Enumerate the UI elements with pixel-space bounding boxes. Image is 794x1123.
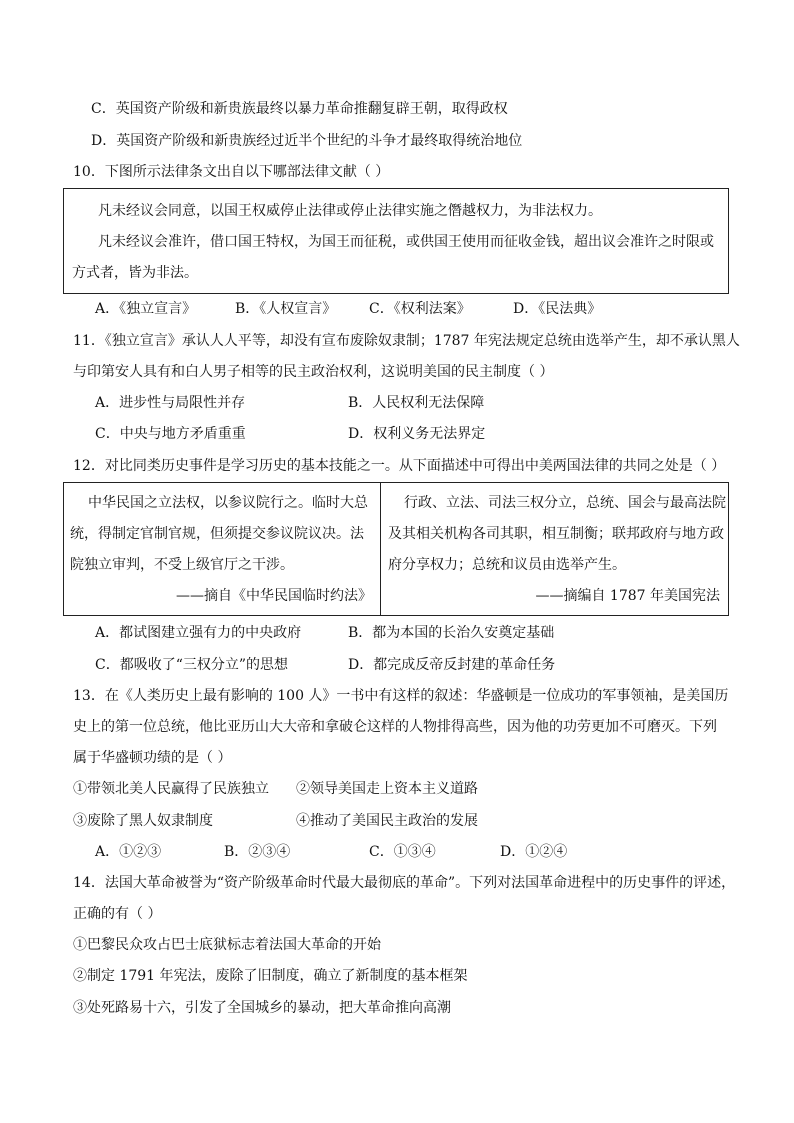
q12-right-line-1: 行政、立法、司法三权分立，总统、国会与最高法院: [404, 495, 726, 511]
q12-left-source: ——摘自《中华民国临时约法》: [176, 588, 372, 604]
q9-option-c: C．英国资产阶级和新贵族最终以暴力革命推翻复辟王朝，取得政权: [91, 101, 508, 117]
q14-stem-line-1: 14．法国大革命被誉为“资产阶级革命时代最大最彻底的革命”。下列对法国革命进程中的历史事件的评述，: [73, 875, 736, 891]
q13-item-3: ③废除了黑人奴隶制度: [73, 813, 213, 829]
q10-option-c: C．《权利法案》: [369, 301, 471, 317]
q11-stem-line-2: 与印第安人具有和白人男子相等的民主政治权利，这说明美国的民主制度（ ）: [73, 364, 554, 380]
q11-option-a: A．进步性与局限性并存: [95, 395, 246, 411]
q9-option-d: D．英国资产阶级和新贵族经过近半个世纪的斗争才最终取得统治地位: [91, 133, 523, 149]
q13-stem-line-3: 属于华盛顿功绩的是（ ）: [73, 750, 232, 766]
q14-item-1: ①巴黎民众攻占巴士底狱标志着法国大革命的开始: [73, 937, 381, 953]
q10-quote-line-1: 凡未经议会同意，以国王权威停止法律或停止法律实施之僭越权力，为非法权力。: [98, 203, 602, 219]
q12-option-a: A．都试图建立强有力的中央政府: [95, 625, 302, 641]
q12-right-line-3: 府分享权力；总统和议员由选举产生。: [388, 557, 626, 573]
q10-stem: 10．下图所示法律条文出自以下哪部法律文献（ ）: [73, 164, 390, 180]
q10-quote-line-3: 方式者，皆为非法。: [72, 265, 198, 281]
q12-left-line-3: 院独立审判，不受上级官厅之干涉。: [70, 557, 294, 573]
q13-option-b: B．②③④: [224, 844, 291, 860]
q12-right-source: ——摘编自 1787 年美国宪法: [535, 588, 720, 604]
q13-option-c: C．①③④: [369, 844, 436, 860]
q11-option-c: C．中央与地方矛盾重重: [95, 426, 246, 442]
q13-item-4: ④推动了美国民主政治的发展: [296, 813, 478, 829]
q11-option-b: B．人民权利无法保障: [348, 395, 485, 411]
q13-stem-line-2: 史上的第一位总统，他比亚历山大大帝和拿破仑这样的人物排得高些，因为他的功劳更加不可磨灭。下列: [73, 719, 717, 735]
q12-table-divider: [380, 483, 381, 615]
q11-option-d: D．权利义务无法界定: [348, 426, 486, 442]
q14-item-2: ②制定 1791 年宪法，废除了旧制度，确立了新制度的基本框架: [73, 968, 468, 984]
q12-option-c: C．都吸收了“三权分立”的思想: [95, 657, 289, 673]
q14-item-3: ③处死路易十六，引发了全国城乡的暴动，把大革命推向高潮: [73, 1000, 451, 1016]
q12-option-b: B．都为本国的长治久安奠定基础: [348, 625, 555, 641]
q12-stem: 12．对比同类历史事件是学习历史的基本技能之一。从下面描述中可得出中美两国法律的共同之处是（ ）: [73, 458, 726, 474]
q14-stem-line-2: 正确的有（ ）: [73, 906, 162, 922]
q10-quote-line-2: 凡未经议会准许，借口国王特权，为国王而征税，或供国王使用而征收金钱，超出议会准许之时限或: [98, 234, 714, 250]
q10-option-b: B．《人权宣言》: [235, 301, 337, 317]
q11-stem-line-1: 11．《独立宣言》承认人人平等，却没有宣布废除奴隶制；1787 年宪法规定总统由选举产生，却不承认黑人: [73, 333, 740, 349]
q13-stem-line-1: 13．在《人类历史上最有影响的 100 人》一书中有这样的叙述：华盛顿是一位成功的军事领袖，是美国历: [73, 688, 729, 704]
q13-item-1: ①带领北美人民赢得了民族独立: [73, 781, 269, 797]
q12-comparison-table: [63, 482, 729, 616]
q13-option-d: D．①②④: [500, 844, 568, 860]
q10-option-a: A．《独立宣言》: [95, 301, 197, 317]
q12-option-d: D．都完成反帝反封建的革命任务: [348, 657, 556, 673]
q12-right-line-2: 及其相关机构各司其职，相互制衡；联邦政府与地方政: [388, 526, 724, 542]
q12-left-line-2: 统，得制定官制官规，但须提交参议院议决。法: [70, 526, 364, 542]
q10-option-d: D．《民法典》: [513, 301, 602, 317]
q13-item-2: ②领导美国走上资本主义道路: [296, 781, 478, 797]
q12-left-line-1: 中华民国之立法权，以参议院行之。临时大总: [88, 495, 368, 511]
q10-quote-box: [63, 188, 729, 294]
q13-option-a: A．①②③: [95, 844, 162, 860]
